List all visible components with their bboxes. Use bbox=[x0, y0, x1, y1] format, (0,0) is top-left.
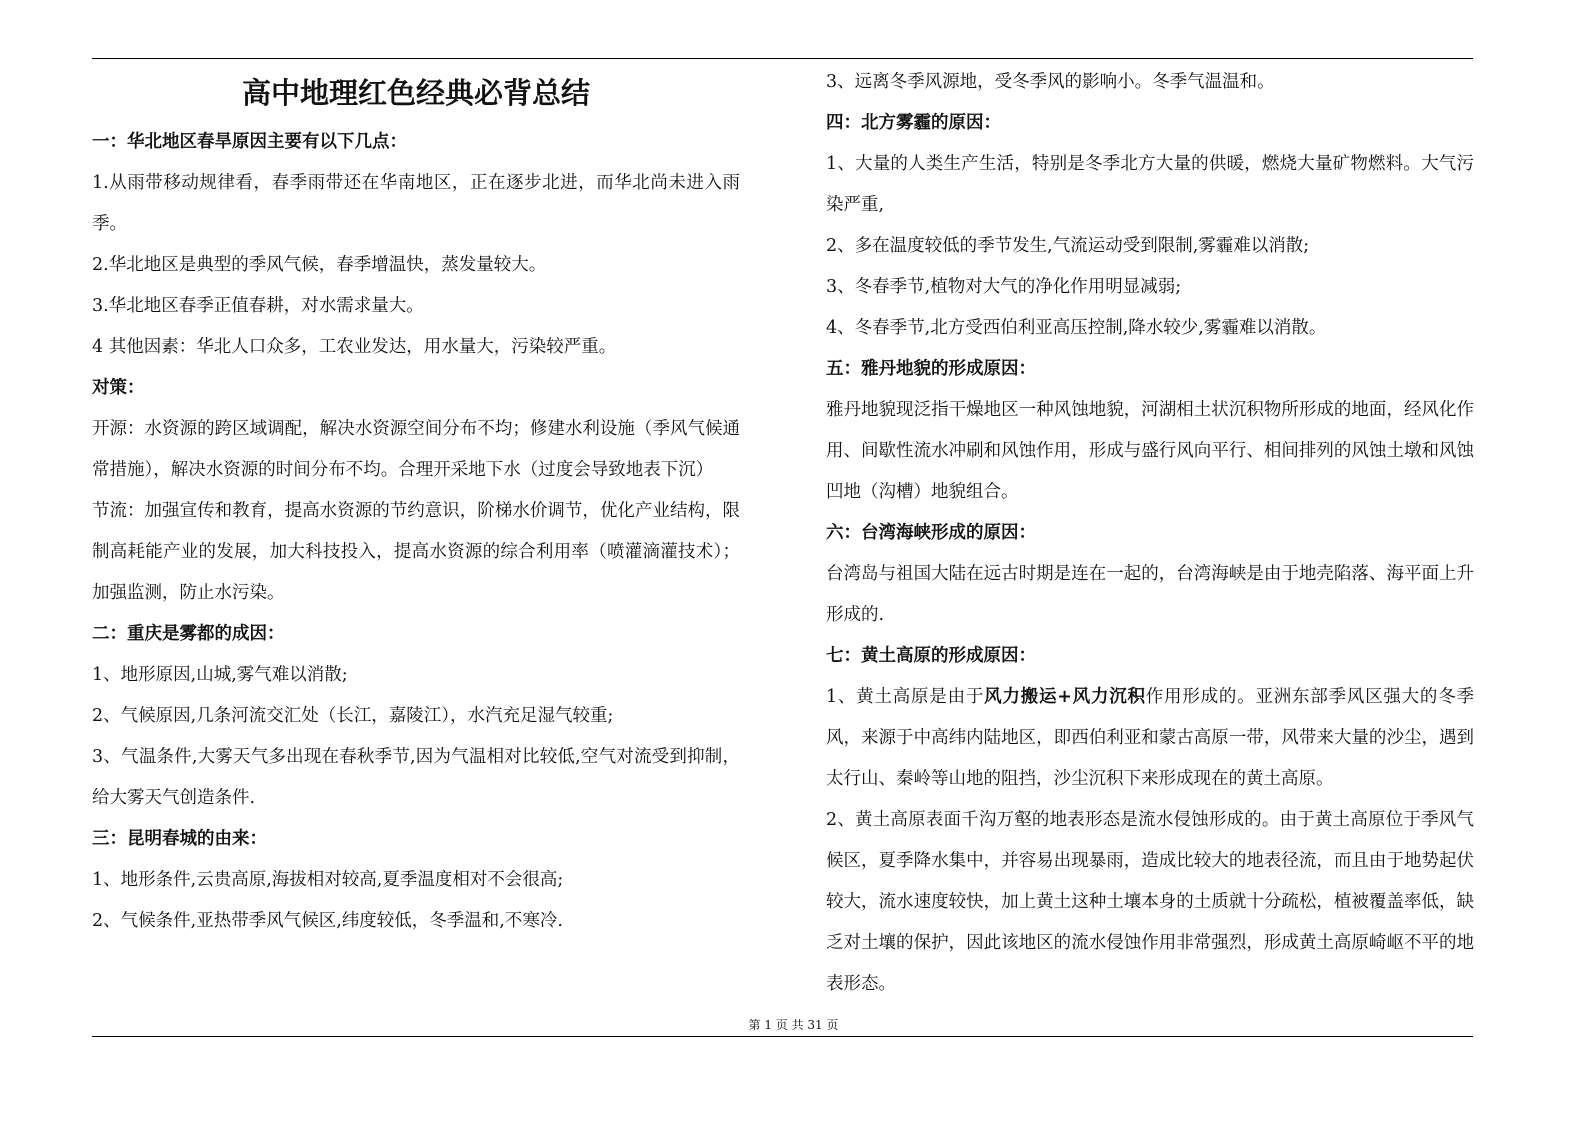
paragraph: 开源：水资源的跨区域调配，解决水资源空间分布不均；修建水利设施（季风气候通常措施），解决水资源的时间分布不均。合理开采地下水（过度会导致地表下沉） bbox=[92, 419, 740, 480]
paragraph: 1.从雨带移动规律看，春季雨带还在华南地区，正在逐步北进，而华北尚未进入雨季。 bbox=[92, 173, 740, 234]
paragraph: 1、地形条件,云贵高原,海拔相对较高,夏季温度相对不会很高; bbox=[92, 870, 564, 890]
paragraph: 1、地形原因,山城,雾气难以消散; bbox=[92, 665, 348, 685]
section-heading: 六：台湾海峡形成的原因： bbox=[826, 523, 1036, 543]
section-heading: 五：雅丹地貌的形成原因： bbox=[826, 359, 1036, 379]
section-heading: 七：黄土高原的形成原因： bbox=[826, 646, 1036, 666]
document-title: 高中地理红色经典必背总结 bbox=[241, 76, 590, 110]
right-column bbox=[826, 62, 1474, 1005]
paragraph: 3、气温条件,大雾天气多出现在春秋季节,因为气温相对比较低,空气对流受到抑制，给大雾天气创造条件. bbox=[92, 747, 740, 808]
paragraph: 台湾岛与祖国大陆在远古时期是连在一起的，台湾海峡是由于地壳陷落、海平面上升形成的. bbox=[826, 564, 1474, 625]
left-column bbox=[92, 72, 740, 942]
paragraph bbox=[826, 677, 1474, 800]
header-rule bbox=[92, 58, 1473, 59]
paragraph: 2.华北地区是典型的季风气候，春季增温快，蒸发量较大。 bbox=[92, 255, 547, 275]
paragraph: 雅丹地貌现泛指干燥地区一种风蚀地貌，河湖相土状沉积物所形成的地面，经风化作用、间歇性流水冲刷和风蚀作用，形成与盛行风向平行、相间排列的风蚀土墩和风蚀凹地（沟槽）地貌组合。 bbox=[826, 400, 1474, 502]
text-segment: 作用形成的。亚洲东部季风区强大的冬季风，来源于中高纬内陆地区，即西伯利亚和蒙古高原一带，风带来大量的沙尘，遇到太行山、秦岭等山地的阻挡，沙尘沉积下来形成现在的黄土高原。 bbox=[826, 687, 1474, 789]
page-footer: 第 1 页 共 31 页 bbox=[748, 1018, 839, 1032]
paragraph: 3、冬春季节,植物对大气的净化作用明显减弱; bbox=[826, 277, 1182, 297]
footer-rule bbox=[92, 1036, 1473, 1037]
section-heading: 对策： bbox=[92, 378, 145, 398]
section-heading: 四：北方雾霾的原因： bbox=[826, 113, 1001, 133]
paragraph: 节流：加强宣传和教育，提高水资源的节约意识，阶梯水价调节，优化产业结构，限制高耗能产业的发展，加大科技投入，提高水资源的综合利用率（喷灌滴灌技术）；加强监测，防止水污染。 bbox=[92, 501, 740, 603]
section-heading: 一：华北地区春旱原因主要有以下几点： bbox=[92, 132, 407, 152]
section-heading: 三：昆明春城的由来： bbox=[92, 829, 267, 849]
paragraph: 4、冬春季节,北方受西伯利亚高压控制,降水较少,雾霾难以消散。 bbox=[826, 318, 1327, 338]
paragraph: 1、大量的人类生产生活，特别是冬季北方大量的供暖，燃烧大量矿物燃料。大气污染严重, bbox=[826, 154, 1474, 215]
paragraph: 2、气候原因,几条河流交汇处（长江，嘉陵江），水汽充足湿气较重; bbox=[92, 706, 614, 726]
section-heading: 二：重庆是雾都的成因： bbox=[92, 624, 285, 644]
paragraph: 2、多在温度较低的季节发生,气流运动受到限制,雾霾难以消散; bbox=[826, 236, 1310, 256]
paragraph: 3、远离冬季风源地，受冬季风的影响小。冬季气温温和。 bbox=[826, 72, 1275, 92]
paragraph: 2、气候条件,亚热带季风气候区,纬度较低，冬季温和,不寒冷. bbox=[92, 911, 563, 931]
paragraph: 2、黄土高原表面千沟万壑的地表形态是流水侵蚀形成的。由于黄土高原位于季风气候区，夏季降水集中，并容易出现暴雨，造成比较大的地表径流，而且由于地势起伏较大，流水速度较快，加上黄土这种土壤本身的土质就十分疏松，植被覆盖率低，缺乏对土壤的保护，因此该地区的流水侵蚀作用非常强烈，形成黄土高原崎岖不平的地表形态。 bbox=[826, 810, 1474, 994]
paragraph: 4 其他因素：华北人口众多，工农业发达，用水量大，污染较严重。 bbox=[92, 337, 617, 357]
text-segment: 1、黄土高原是由于 bbox=[826, 687, 985, 707]
paragraph: 3.华北地区春季正值春耕，对水需求量大。 bbox=[92, 296, 424, 316]
emphasis-text: 风力搬运+风力沉积 bbox=[984, 687, 1146, 707]
